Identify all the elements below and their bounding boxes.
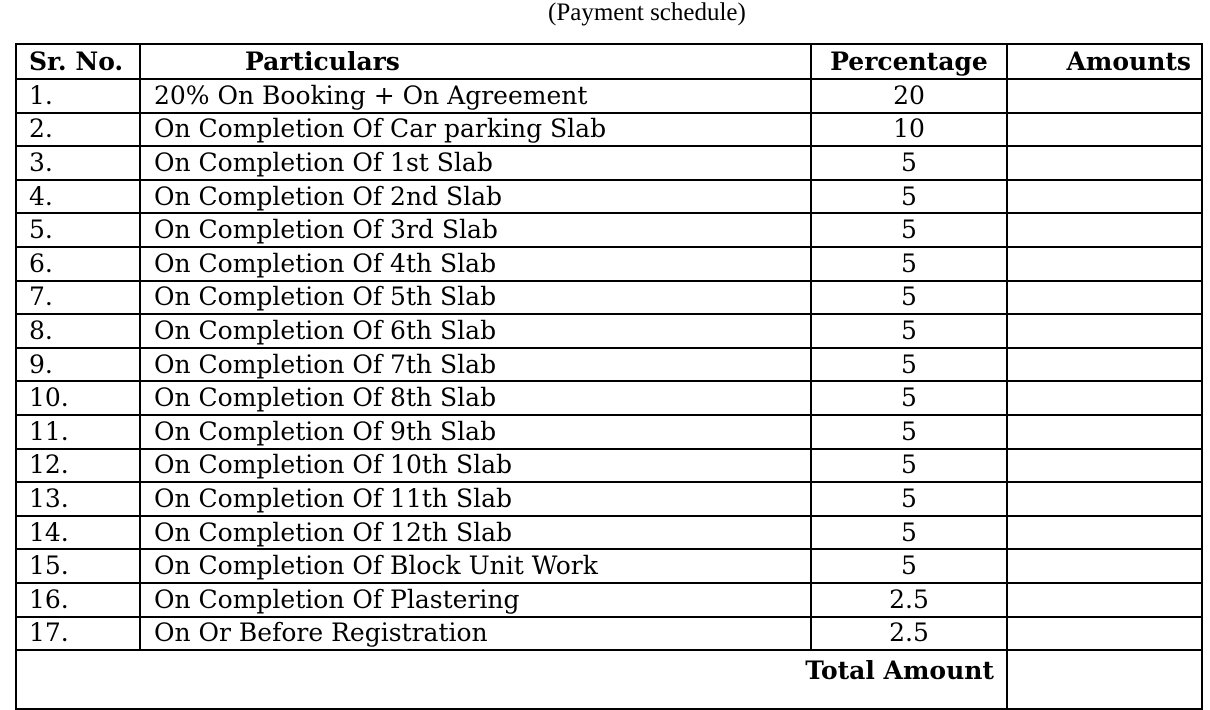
particular-cell: On Completion Of 8th Slab [140, 381, 811, 415]
particular-cell: On Completion Of 11th Slab [140, 482, 811, 516]
amount-cell [1007, 381, 1202, 415]
percentage-cell: 5 [811, 516, 1007, 550]
sr-no-cell: 15. [16, 549, 140, 583]
table-row [16, 213, 1202, 247]
header-row [16, 44, 1202, 79]
particular-cell: On Completion Of 9th Slab [140, 415, 811, 449]
percentage-cell: 5 [811, 348, 1007, 382]
header-sr-no: Sr. No. [16, 44, 140, 79]
amount-cell [1007, 281, 1202, 315]
amount-cell [1007, 180, 1202, 214]
particular-cell: On Completion Of Block Unit Work [140, 549, 811, 583]
amount-cell [1007, 79, 1202, 113]
document-title: (Payment schedule) [548, 0, 746, 26]
table-row [16, 281, 1202, 315]
payment-schedule-table [15, 43, 1203, 710]
table-row [16, 381, 1202, 415]
header-particulars: Particulars [140, 44, 811, 79]
total-amount-value [1007, 650, 1202, 709]
percentage-cell: 5 [811, 247, 1007, 281]
sr-no-cell: 17. [16, 617, 140, 651]
sr-no-cell: 9. [16, 348, 140, 382]
sr-no-cell: 16. [16, 583, 140, 617]
amount-cell [1007, 516, 1202, 550]
particular-cell: On Completion Of 10th Slab [140, 449, 811, 483]
particular-cell: 20% On Booking + On Agreement [140, 79, 811, 113]
header-percentage: Percentage [811, 44, 1007, 79]
percentage-cell: 5 [811, 314, 1007, 348]
particular-cell: On Completion Of Plastering [140, 583, 811, 617]
sr-no-cell: 3. [16, 146, 140, 180]
table-row [16, 482, 1202, 516]
percentage-cell: 5 [811, 180, 1007, 214]
amount-cell [1007, 583, 1202, 617]
percentage-cell: 5 [811, 146, 1007, 180]
amount-cell [1007, 482, 1202, 516]
percentage-cell: 2.5 [811, 583, 1007, 617]
sr-no-cell: 10. [16, 381, 140, 415]
percentage-cell: 5 [811, 449, 1007, 483]
sr-no-cell: 4. [16, 180, 140, 214]
table-row [16, 79, 1202, 113]
sr-no-cell: 5. [16, 213, 140, 247]
percentage-cell: 2.5 [811, 617, 1007, 651]
sr-no-cell: 2. [16, 113, 140, 147]
sr-no-cell: 1. [16, 79, 140, 113]
particular-cell: On Completion Of 3rd Slab [140, 213, 811, 247]
percentage-cell: 5 [811, 549, 1007, 583]
table-row [16, 146, 1202, 180]
particular-cell: On Completion Of 5th Slab [140, 281, 811, 315]
sr-no-cell: 11. [16, 415, 140, 449]
amount-cell [1007, 617, 1202, 651]
percentage-cell: 5 [811, 482, 1007, 516]
particular-cell: On Completion Of 1st Slab [140, 146, 811, 180]
particular-cell: On Completion Of 12th Slab [140, 516, 811, 550]
percentage-cell: 5 [811, 213, 1007, 247]
percentage-cell: 20 [811, 79, 1007, 113]
particular-cell: On Or Before Registration [140, 617, 811, 651]
sr-no-cell: 8. [16, 314, 140, 348]
percentage-cell: 10 [811, 113, 1007, 147]
sr-no-cell: 7. [16, 281, 140, 315]
sr-no-cell: 12. [16, 449, 140, 483]
table-row [16, 449, 1202, 483]
amount-cell [1007, 415, 1202, 449]
table-row [16, 314, 1202, 348]
sr-no-cell: 6. [16, 247, 140, 281]
percentage-cell: 5 [811, 415, 1007, 449]
particular-cell: On Completion Of 4th Slab [140, 247, 811, 281]
sr-no-cell: 14. [16, 516, 140, 550]
percentage-cell: 5 [811, 281, 1007, 315]
amount-cell [1007, 449, 1202, 483]
table-row [16, 180, 1202, 214]
particular-cell: On Completion Of 2nd Slab [140, 180, 811, 214]
table-row [16, 348, 1202, 382]
table-row [16, 617, 1202, 651]
table-body [16, 79, 1202, 650]
amount-cell [1007, 213, 1202, 247]
table-row [16, 415, 1202, 449]
total-amount-label: Total Amount [16, 650, 1007, 709]
amount-cell [1007, 146, 1202, 180]
table-row [16, 247, 1202, 281]
header-amounts: Amounts [1007, 44, 1202, 79]
table-row [16, 113, 1202, 147]
amount-cell [1007, 348, 1202, 382]
sr-no-cell: 13. [16, 482, 140, 516]
table-row [16, 516, 1202, 550]
table-row [16, 583, 1202, 617]
particular-cell: On Completion Of Car parking Slab [140, 113, 811, 147]
table-row [16, 549, 1202, 583]
particular-cell: On Completion Of 6th Slab [140, 314, 811, 348]
total-row [16, 650, 1202, 709]
percentage-cell: 5 [811, 381, 1007, 415]
amount-cell [1007, 549, 1202, 583]
amount-cell [1007, 113, 1202, 147]
particular-cell: On Completion Of 7th Slab [140, 348, 811, 382]
amount-cell [1007, 314, 1202, 348]
amount-cell [1007, 247, 1202, 281]
